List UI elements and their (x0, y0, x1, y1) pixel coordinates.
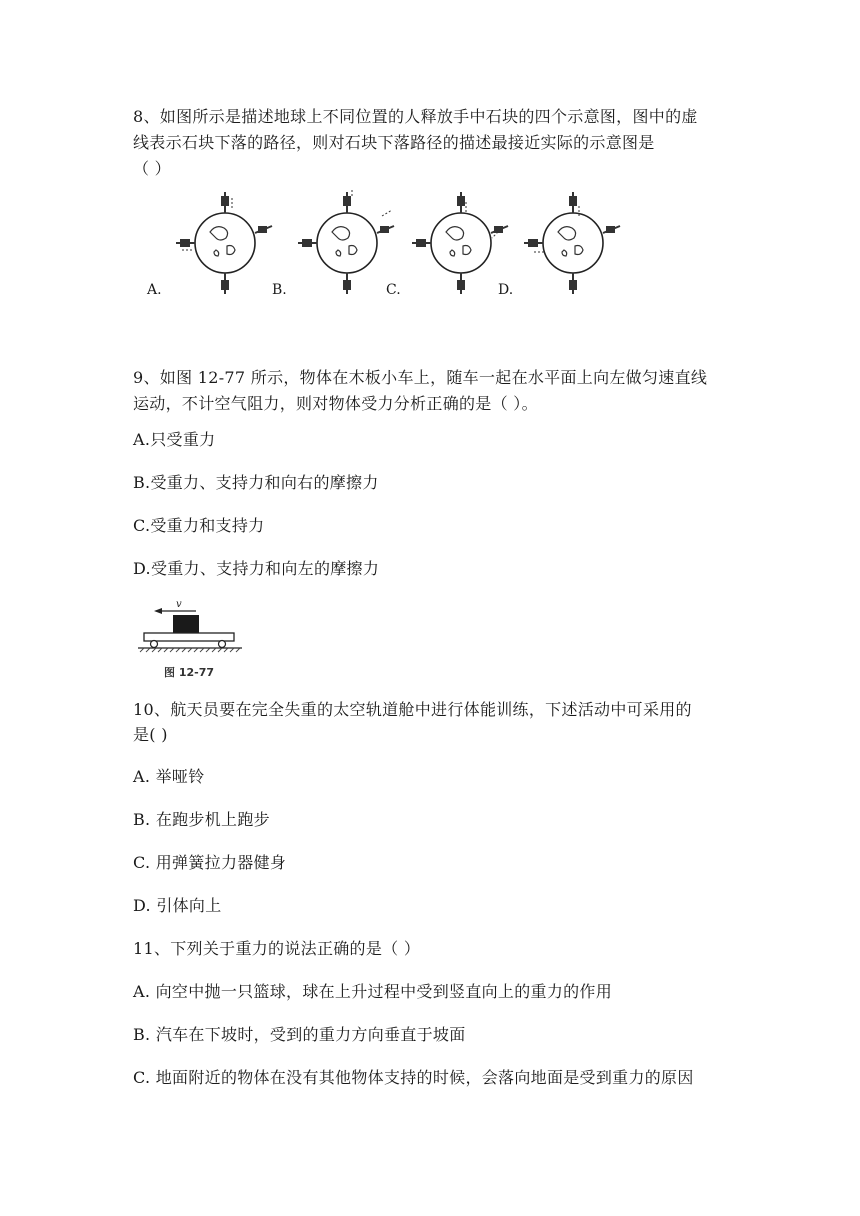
q9-cart-figure (138, 594, 242, 684)
q8-text-line-1: 8、如图所示是描述地球上不同位置的人释放手中石块的四个示意图，图中的虚 (133, 107, 698, 126)
q10-option-a: A. 举哑铃 (133, 767, 205, 786)
q9-text-line-1: 9、如图 12-77 所示，物体在木板小车上，随车一起在水平面上向左做匀速直线 (133, 368, 708, 387)
q9-text-line-2: 运动，不计空气阻力，则对物体受力分析正确的是（ ）。 (133, 394, 538, 413)
q8-earth-diagram-a (172, 188, 278, 298)
q8-option-c: C. (386, 282, 401, 298)
q8-option-b: B. (272, 282, 287, 298)
q8-earth-diagram-b (294, 188, 400, 298)
q8-earth-diagram-d (520, 188, 626, 298)
q10-option-b: B. 在跑步机上跑步 (133, 810, 270, 829)
q10-text-line-1: 10、航天员要在完全失重的太空轨道舱中进行体能训练，下述活动中可采用的 (133, 700, 692, 719)
velocity-label: v (176, 599, 182, 610)
q9-option-b: B.受重力、支持力和向右的摩擦力 (133, 473, 379, 492)
q10-option-d: D. 引体向上 (133, 896, 222, 915)
q11-option-c: C. 地面附近的物体在没有其他物体支持的时候，会落向地面是受到重力的原因 (133, 1068, 694, 1087)
q9-option-c: C.受重力和支持力 (133, 516, 265, 535)
q8-option-d: D. (498, 282, 514, 298)
q11-option-a: A. 向空中抛一只篮球，球在上升过程中受到竖直向上的重力的作用 (133, 982, 613, 1001)
q8-text-line-2: 线表示石块下落的路径，则对石块下落路径的描述最接近实际的示意图是 (133, 133, 655, 152)
q8-option-a: A. (147, 282, 162, 298)
q10-option-c: C. 用弹簧拉力器健身 (133, 853, 287, 872)
q9-option-a: A.只受重力 (133, 430, 216, 449)
q9-option-d: D.受重力、支持力和向左的摩擦力 (133, 559, 380, 578)
q10-text-line-2: 是( ) (133, 725, 168, 744)
q8-answer-blank: （ ） (133, 159, 171, 178)
q11-text-line-1: 11、下列关于重力的说法正确的是（ ） (133, 939, 421, 958)
figure-caption: 图 12-77 (164, 666, 215, 679)
q11-option-b: B. 汽车在下坡时，受到的重力方向垂直于坡面 (133, 1025, 466, 1044)
